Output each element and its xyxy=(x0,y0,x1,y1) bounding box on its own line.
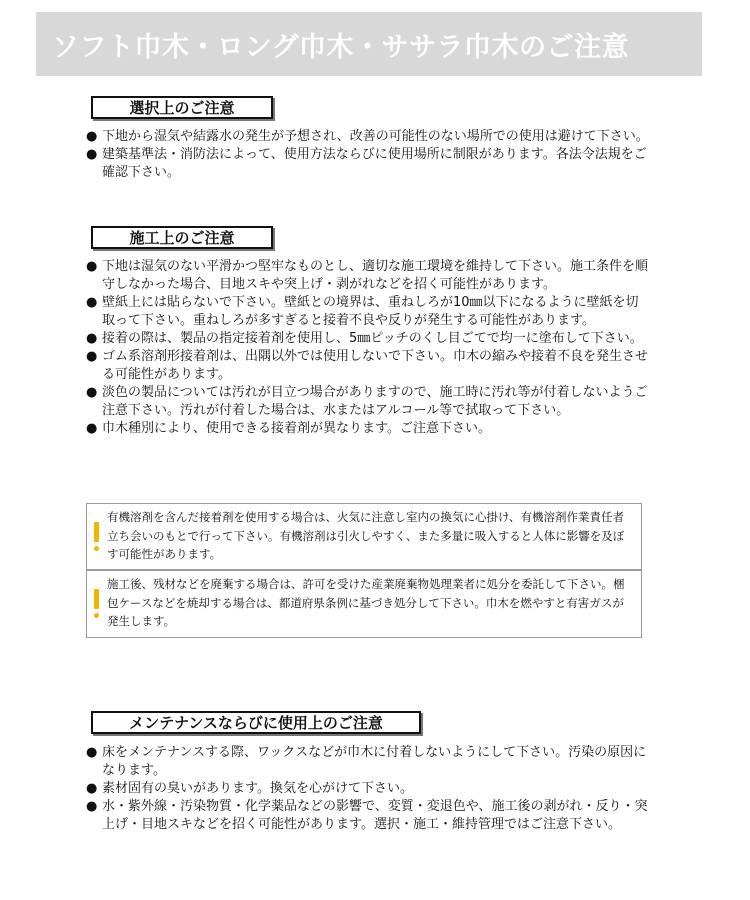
list-item: ● 素材固有の臭いがあります。換気を心がけて下さい。 xyxy=(86,781,413,796)
list-item: ● 接着の際は、製品の指定接着剤を使用し、5㎜ピッチのくし目ごてで均一に塗布して下さい。 xyxy=(86,331,643,346)
bullet-icon: ● xyxy=(86,259,98,274)
maintenance-list xyxy=(86,744,650,834)
warning-text: 施工後、残材などを廃棄する場合は、許可を受けた産業廃棄物処理業者に処分を委託して下さい。梱包ケースなどを焼却する場合は、都道府県条例に基づき処分して下さい。巾木を燃やすと有害ガスが発生します。 xyxy=(107,577,625,628)
section-heading-construction: 施工上のご注意 xyxy=(91,226,273,249)
warning-exclamation-icon xyxy=(93,589,101,619)
bullet-icon: ● xyxy=(86,781,98,796)
bullet-icon: ● xyxy=(86,331,98,346)
list-item: ● 建築基準法・消防法によって、使用方法ならびに使用場所に制限があります。各法令法規をご確認下さい。 xyxy=(86,147,647,180)
selection-list xyxy=(86,128,650,182)
title-banner xyxy=(36,12,702,76)
list-item: ● 壁紙上には貼らないで下さい。壁紙との境界は、重ねしろが10㎜以下になるように壁紙を切取って下さい。重ねしろが多すぎると接着不良や反りが発生する可能性があります。 xyxy=(86,295,639,328)
list-item: ● 下地から湿気や結露水の発生が予想され、改善の可能性のない場所での使用は避けて下さい。 xyxy=(86,129,649,144)
list-item: ● 床をメンテナンスする際、ワックスなどが巾木に付着しないようにして下さい。汚染の原因になります。 xyxy=(86,745,647,778)
list-item: ● 下地は湿気のない平滑かつ堅牢なものとし、適切な施工環境を維持して下さい。施工条件を順守しなかった場合、目地スキや突上げ・剥がれなどを招く可能性があります。 xyxy=(86,259,649,292)
section-heading-maintenance: メンテナンスならびに使用上のご注意 xyxy=(91,711,421,734)
list-item: ● 淡色の製品については汚れが目立つ場合がありますので、施工時に汚れ等が付着しないようご注意下さい。汚れが付着した場合は、水またはアルコール等で拭取って下さい。 xyxy=(86,385,648,418)
list-item: ● 水・紫外線・汚染物質・化学薬品などの影響で、変質・変退色や、施工後の剥がれ・反り・突上げ・目地スキなどを招く可能性があります。選択・施工・維持管理ではご注意下さい。 xyxy=(86,799,648,832)
warning-box-solvent xyxy=(86,503,642,570)
list-item: ● ゴム系溶剤形接着剤は、出隅以外では使用しないで下さい。巾木の縮みや接着不良を発生させる可能性があります。 xyxy=(86,349,649,382)
warning-box-disposal xyxy=(86,570,642,638)
section-heading-selection: 選択上のご注意 xyxy=(91,96,273,119)
bullet-icon: ● xyxy=(86,295,98,310)
bullet-icon: ● xyxy=(86,421,98,436)
bullet-icon: ● xyxy=(86,745,98,760)
bullet-icon: ● xyxy=(86,799,98,814)
list-item: ● 巾木種別により、使用できる接着剤が異なります。ご注意下さい。 xyxy=(86,421,491,436)
warning-text: 有機溶剤を含んだ接着剤を使用する場合は、火気に注意し室内の換気に心掛け、有機溶剤作業責任者立ち会いのもとで行って下さい。有機溶剤は引火しやすく、また多量に吸入すると人体に影響を及ぼす可能性があります。 xyxy=(107,510,625,561)
bullet-icon: ● xyxy=(86,349,98,364)
page-title: ソフト巾木・ロング巾木・ササラ巾木のご注意 xyxy=(52,31,629,63)
bullet-icon: ● xyxy=(86,147,98,162)
bullet-icon: ● xyxy=(86,129,98,144)
warning-exclamation-icon xyxy=(93,522,101,552)
construction-list xyxy=(86,258,650,438)
bullet-icon: ● xyxy=(86,385,98,400)
